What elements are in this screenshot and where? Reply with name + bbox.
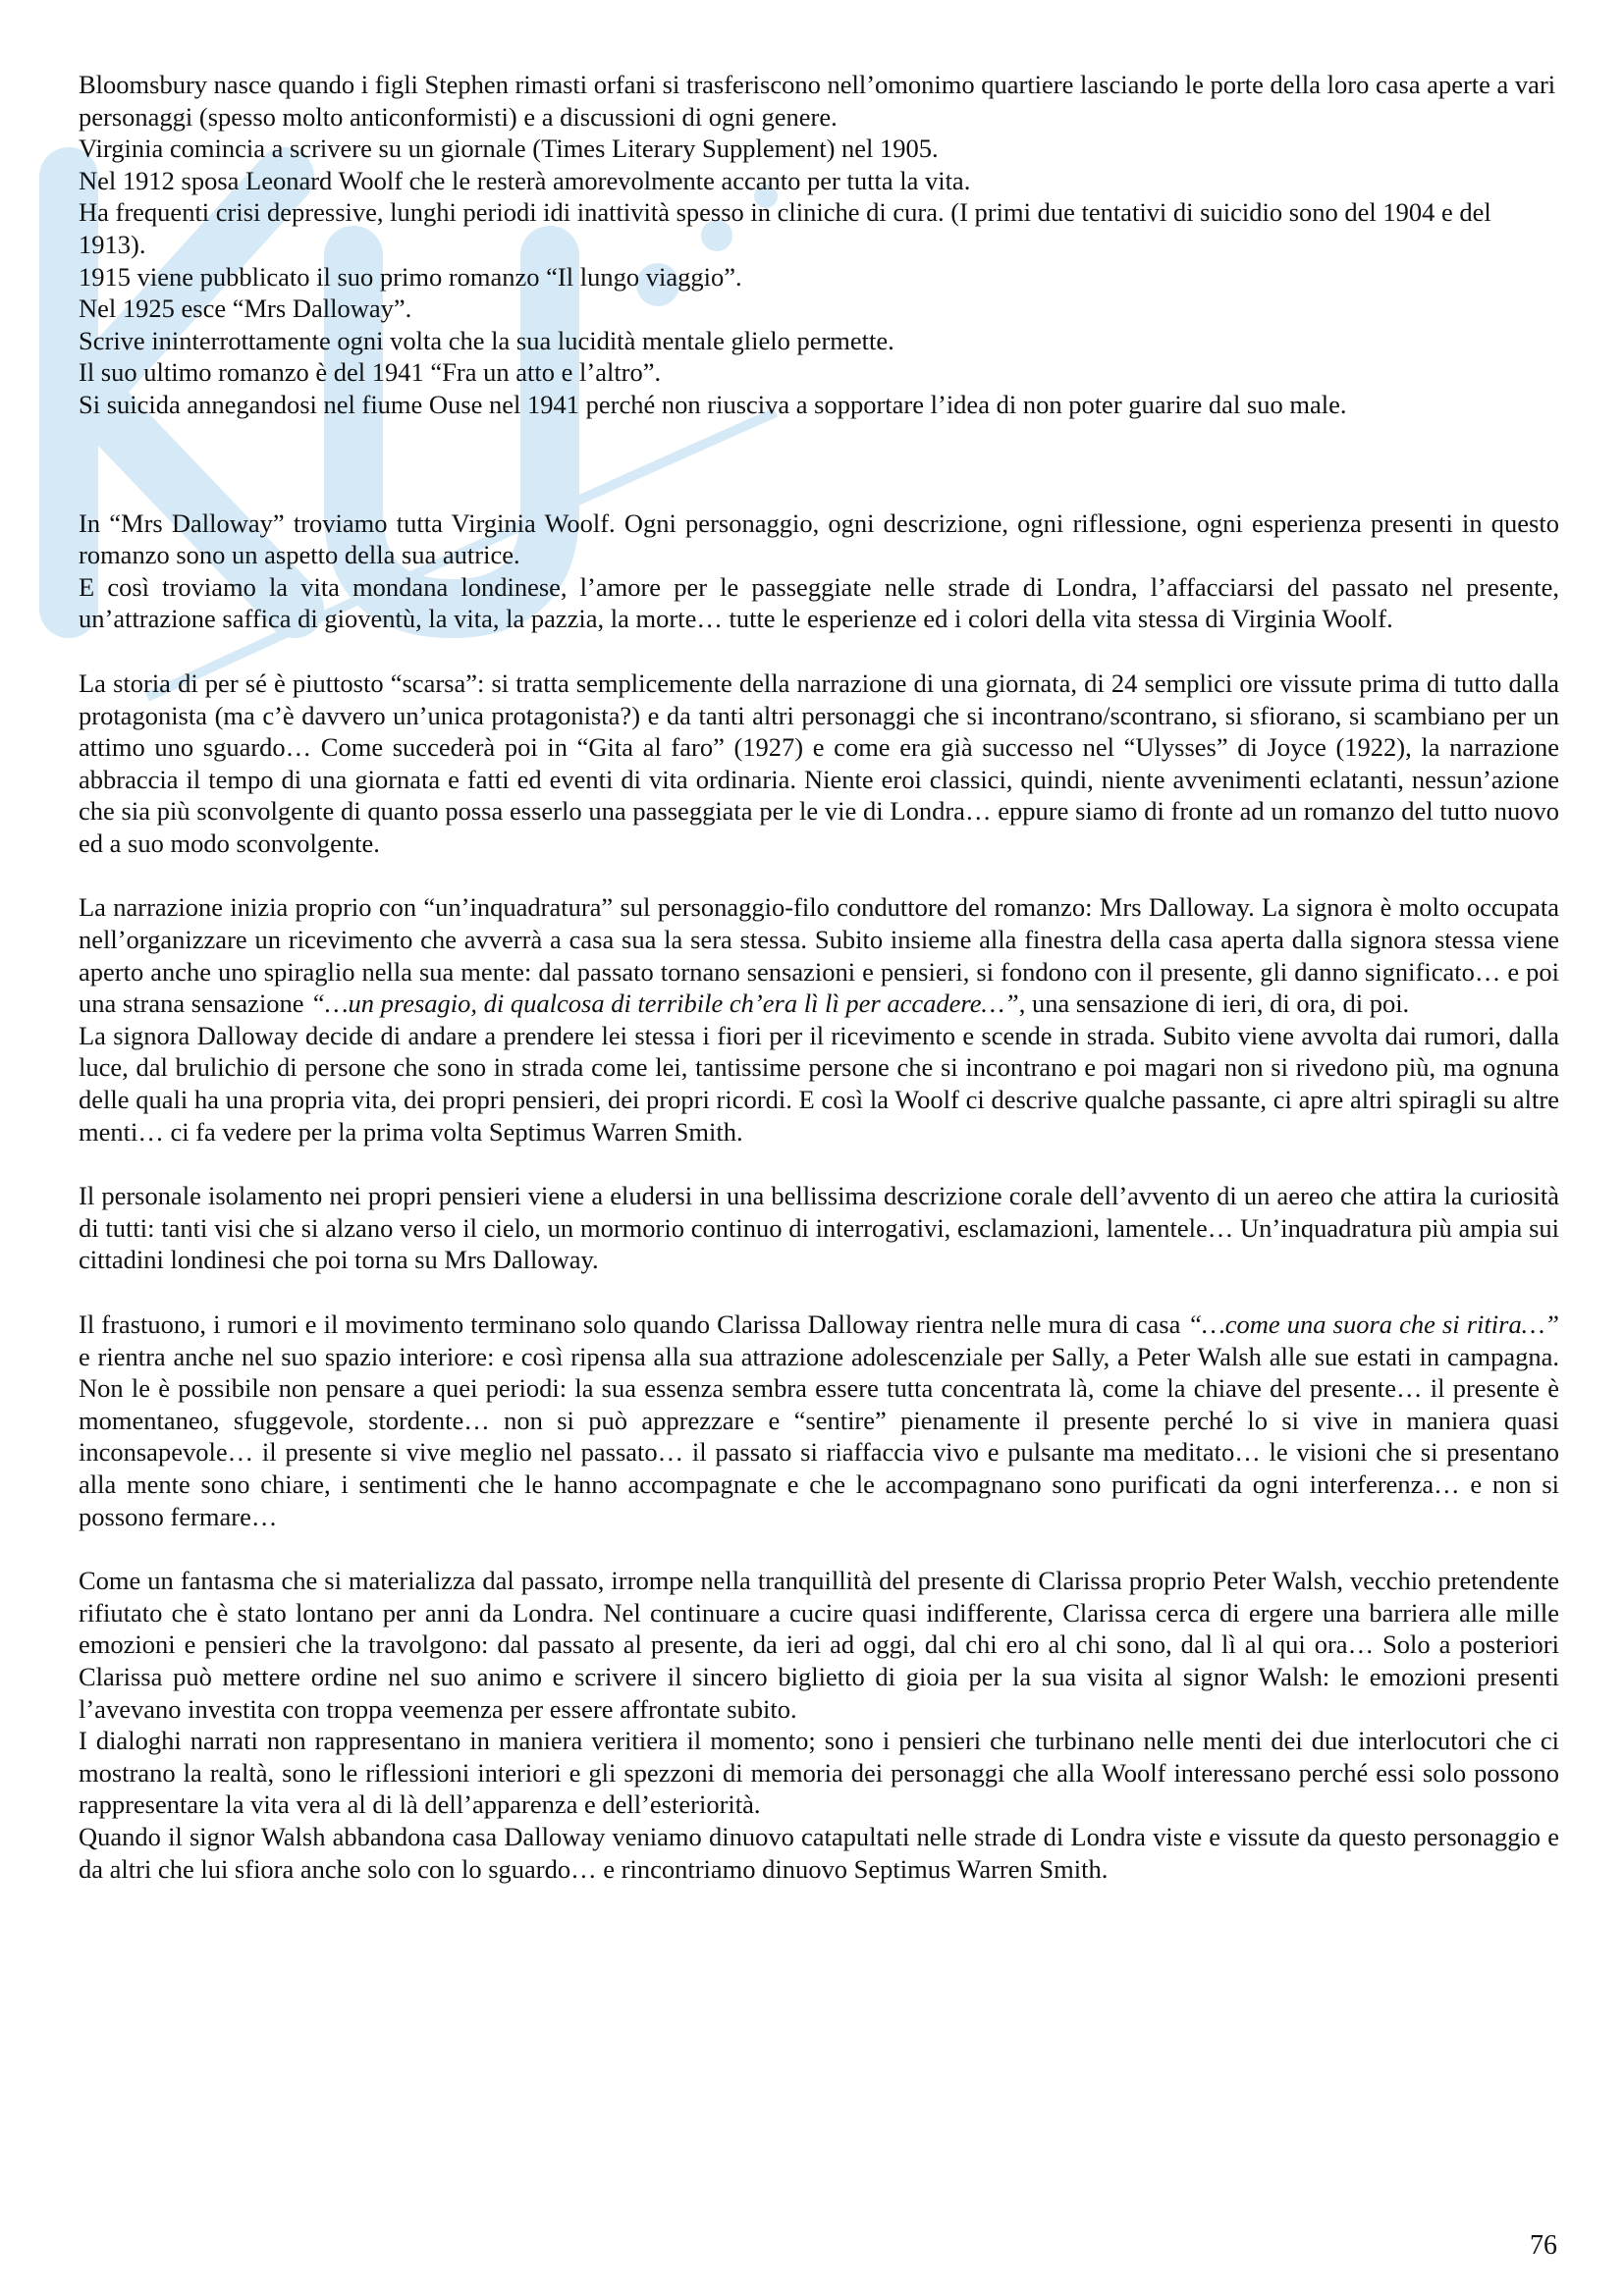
paragraph: In “Mrs Dalloway” troviamo tutta Virginia Woolf. Ogni personaggio, ogni descrizione, ogni riflessione, ogni esperienza presenti in questo romanzo sono un aspetto della sua autrice. (79, 507, 1559, 570)
paragraph (79, 891, 1559, 1019)
bio-line: Si suicida annegandosi nel fiume Ouse nel 1941 perché non riusciva a sopportare l’idea di non poter guarire dal suo male. (79, 389, 1347, 419)
paragraph: Il personale isolamento nei propri pensieri viene a eludersi in una bellissima descrizione corale dell’avvento di un aereo che attira la curiosità di tutti: tanti visi che si alzano verso il cielo, un mormorio continuo di interrogativi, esclamazioni, lamentele… Un’inquadratura più ampia sui cittadini londinesi che poi torna su Mrs Dalloway. (79, 1181, 1559, 1275)
bio-line: Nel 1912 sposa Leonard Woolf che le resterà amorevolmente accanto per tutta la vita. (79, 165, 971, 195)
paragraph-text: , una sensazione di ieri, di ora, di poi. (1018, 988, 1410, 1019)
italic-quote: “…come una suora che si ritira…” (1187, 1309, 1559, 1339)
page-number: 76 (1530, 2230, 1557, 2261)
bio-line: Virginia comincia a scrivere su un giornale (Times Literary Supplement) nel 1905. (79, 133, 939, 164)
biography-section (79, 69, 1559, 421)
paragraph: La signora Dalloway decide di andare a prendere lei stessa i fiori per il ricevimento e scende in strada. Subito viene avvolta dai rumori, dalla luce, dal brulichio di persone che sono in strada come lei, tantissime persone che si incontrano e poi magari non si rivedono più, ma ognuna delle quali ha una propria vita, dei propri pensieri, dei propri ricordi. E così la Woolf ci descrive qualche passante, ci apre altri spiragli su altre menti… ci fa vedere per la prima volta Septimus Warren Smith. (79, 1020, 1559, 1147)
paragraph (79, 1308, 1559, 1532)
paragraph: E così troviamo la vita mondana londinese, l’amore per le passeggiate nelle strade di Londra, l’affacciarsi del passato nel presente, un’attrazione saffica di gioventù, la vita, la pazzia, la morte… tutte le esperienze ed i colori della vita stessa di Virginia Woolf. (79, 571, 1559, 634)
paragraph-text: Il frastuono, i rumori e il movimento terminano solo quando Clarissa Dalloway rientra nelle mura di casa (79, 1309, 1188, 1339)
paragraph: Come un fantasma che si materializza dal passato, irrompe nella tranquillità del presente di Clarissa proprio Peter Walsh, vecchio pretendente rifiutato che è stato lontano per anni da Londra. Nel continuare a cucire quasi indifferente, Clarissa cerca di ergere una barriera alle mille emozioni e pensieri che la travolgono: dal passato al presente, da ieri ad oggi, dal chi ero al chi sono, dal lì al qui ora… Solo a posteriori Clarissa può mettere ordine nel suo animo e scrivere il sincero biglietto di gioia per la sua visita al signor Walsh: le emozioni presenti l’avevano investita con troppa veemenza per essere affrontate subito. (79, 1566, 1559, 1724)
bio-line: 1915 viene pubblicato il suo primo romanzo “Il lungo viaggio”. (79, 261, 742, 292)
italic-quote: “…un presagio, di qualcosa di terribile ch’era lì lì per accadere…” (310, 988, 1019, 1019)
bio-line: Nel 1925 esce “Mrs Dalloway”. (79, 294, 412, 324)
paragraph: I dialoghi narrati non rappresentano in maniera veritiera il momento; sono i pensieri che turbinano nelle menti dei due interlocutori che ci mostrano la realtà, sono le riflessioni interiori e gli spezzoni di memoria dei personaggi che alla Woolf interessano perché essi solo possono rappresentare la vita vera al di là dell’apparenza e dell’esteriorità. (79, 1726, 1559, 1820)
paragraph-text: La narrazione inizia proprio con “un’inquadratura” sul personaggio-filo conduttore del romanzo: Mrs Dalloway. La signora è molto occupata nell’organizzare un ricevimento che avverrà a casa sua la sera stessa. Subito insieme alla finestra della casa aperta dalla signora stessa viene aperto anche uno spiraglio nella sua mente: dal passato tornano sensazioni e pensieri, si fondono con il presente, gli danno significato… e poi una strana sensazione (79, 892, 1559, 1019)
bio-line: Bloomsbury nasce quando i figli Stephen rimasti orfani si trasferiscono nell’omonimo quartiere lasciando le porte della loro casa aperte a vari personaggi (spesso molto anticonformisti) e a discussioni di ogni genere. (79, 70, 1556, 132)
document-body (79, 69, 1559, 1885)
paragraph: Quando il signor Walsh abbandona casa Dalloway veniamo dinuovo catapultati nelle strade di Londra viste e vissute da questo personaggio e da altri che lui sfiora anche solo con lo sguardo… e rincontriamo dinuovo Septimus Warren Smith. (79, 1821, 1559, 1884)
paragraph: La storia di per sé è piuttosto “scarsa”: si tratta semplicemente della narrazione di una giornata, di 24 semplici ore vissute prima di tutto dalla protagonista (ma c’è davvero un’unica protagonista?) e da tanti altri personaggi che si incontrano/scontrano, si sfiorano, si scambiano per un attimo uno sguardo… Come succederà poi in “Gita al faro” (1927) e come era già successo nel “Ulysses” di Joyce (1922), la narrazione abbraccia il tempo di una giornata e fatti ed eventi di vita ordinaria. Niente eroi classici, quindi, niente avvenimenti eclatanti, nessun’azione che sia più sconvolgente di quanto possa esserlo una passeggiata per le vie di Londra… eppure siamo di fronte ad un romanzo del tutto nuovo ed a suo modo sconvolgente. (79, 667, 1559, 858)
paragraph-text: e rientra anche nel suo spazio interiore: e così ripensa alla sua attrazione adolescenziale per Sally, a Peter Walsh alle sue estati in campagna. Non le è possibile non pensare a quei periodi: la sua essenza sembra essere tutta concentrata là, come la chiave del presente… il presente è momentaneo, sfuggevole, stordente… non si può apprezzare e “sentire” pienamente il presente perché lo si vive in maniera quasi inconsapevole… il presente si vive meglio nel passato… il passato si riaffaccia vivo e pulsante ma meditato… le visioni che si presentano alla mente sono chiare, i sentimenti che le hanno accompagnate e che le accompagnano sono purificati da ogni interferenza… e non si possono fermare… (79, 1341, 1559, 1531)
bio-line: Ha frequenti crisi depressive, lunghi periodi idi inattività spesso in cliniche di cura. (I primi due tentativi di suicidio sono del 1904 e del 1913). (79, 197, 1491, 259)
bio-line: Il suo ultimo romanzo è del 1941 “Fra un atto e l’altro”. (79, 357, 662, 388)
bio-line: Scrive ininterrottamente ogni volta che la sua lucidità mentale glielo permette. (79, 325, 894, 355)
